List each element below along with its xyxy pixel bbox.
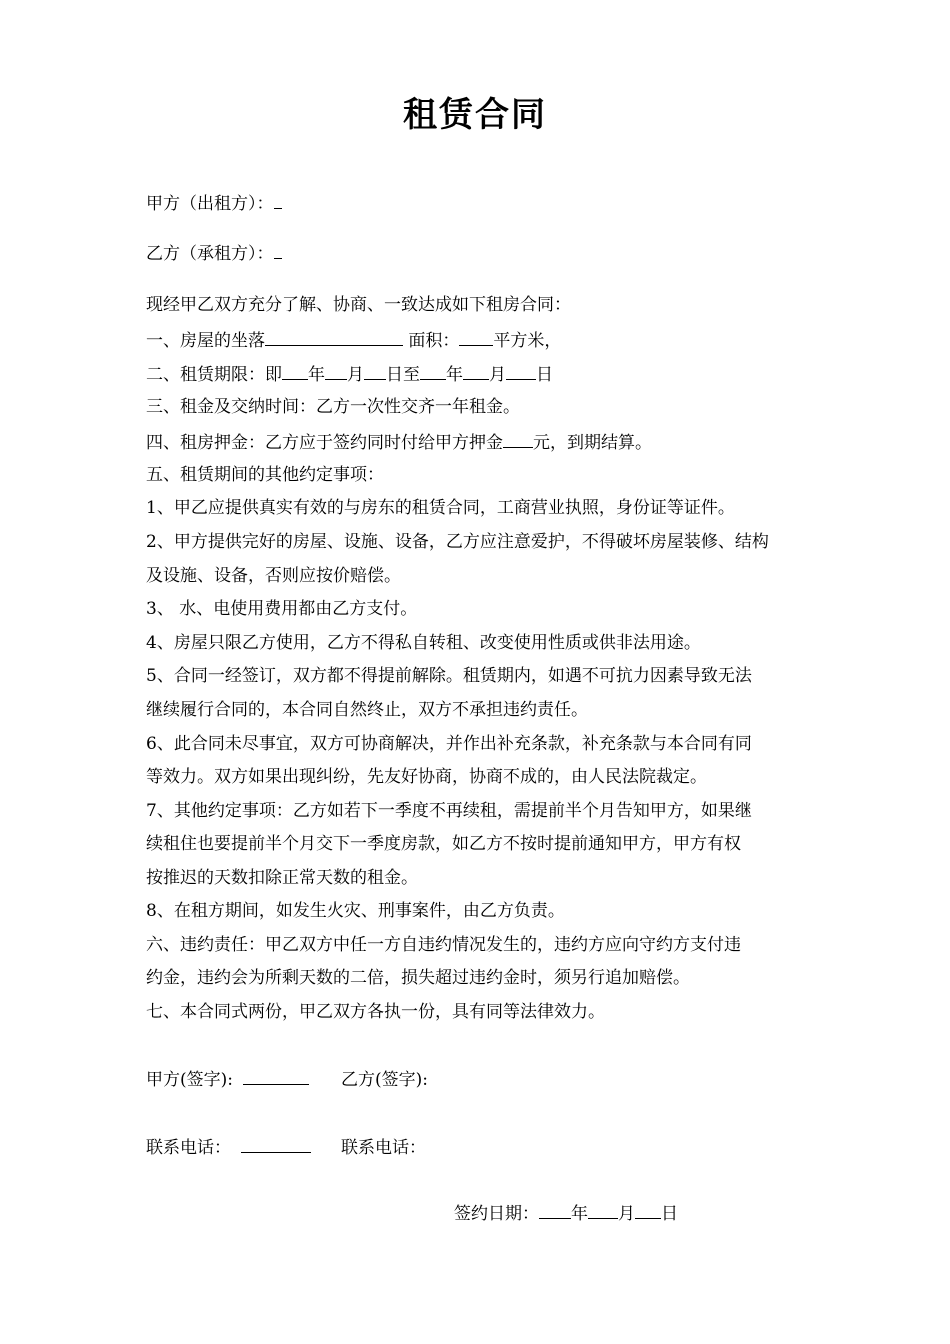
party-b-signature-label: 乙方(签字): [341, 1070, 428, 1090]
start-year-label: 年 [308, 365, 325, 385]
party-b-blank[interactable] [274, 240, 282, 259]
end-day-blank[interactable] [506, 361, 536, 380]
sign-year-blank[interactable] [539, 1200, 571, 1219]
deposit-blank[interactable] [503, 429, 533, 448]
party-a-blank[interactable] [274, 190, 282, 209]
end-year-label: 年 [446, 365, 463, 385]
location-blank[interactable] [265, 327, 403, 346]
clause-1-prefix: 一、房屋的坐落 [146, 331, 265, 351]
item-3: 3、 水、电使用费用都由乙方支付。 [146, 599, 418, 619]
sign-day-label: 日 [661, 1204, 678, 1224]
start-year-blank[interactable] [282, 361, 308, 380]
clause-7: 七、本合同式两份，甲乙双方各执一份，具有同等法律效力。 [146, 1002, 605, 1022]
item-8: 8、在租方期间，如发生火灾、刑事案件，由乙方负责。 [146, 901, 565, 921]
clause-1 [146, 327, 561, 353]
item-7-line-2: 续租住也要提前半个月交下一季度房款，如乙方不按时提前通知甲方，甲方有权 [146, 834, 741, 854]
clause-3: 三、租金及交纳时间：乙方一次性交齐一年租金。 [146, 397, 520, 417]
item-5-line-1: 5、合同一经签订，双方都不得提前解除。租赁期内，如遇不可抗力因素导致无法 [146, 666, 752, 686]
sign-year-label: 年 [571, 1204, 588, 1224]
end-month-label: 月 [489, 365, 506, 385]
sign-month-blank[interactable] [588, 1200, 618, 1219]
item-6-line-2: 等效力。双方如果出现纠纷，先友好协商，协商不成的，由人民法院裁定。 [146, 767, 707, 787]
item-4: 4、房屋只限乙方使用，乙方不得私自转租、改变使用性质或供非法用途。 [146, 633, 701, 653]
clause-4-suffix: 元，到期结算。 [533, 433, 652, 453]
area-label: 面积： [408, 331, 460, 351]
area-unit: 平方米， [493, 331, 562, 351]
clause-4 [146, 429, 652, 455]
end-year-blank[interactable] [420, 361, 446, 380]
party-a-line [146, 190, 282, 216]
item-2-line-1: 2、甲方提供完好的房屋、设施、设备，乙方应注意爱护，不得破坏房屋装修、结构 [146, 532, 769, 552]
area-blank[interactable] [459, 327, 493, 346]
clause-2 [146, 361, 553, 387]
signing-date-row [454, 1200, 678, 1226]
clause-4-prefix: 四、租房押金：乙方应于签约同时付给甲方押金 [146, 433, 503, 453]
signature-row [146, 1066, 428, 1092]
clause-6-line-1: 六、违约责任：甲乙双方中任一方自违约情况发生的，违约方应向守约方支付违 [146, 935, 741, 955]
clause-2-prefix: 二、租赁期限：即 [146, 365, 282, 385]
end-month-blank[interactable] [463, 361, 489, 380]
party-a-signature-label: 甲方(签字): [146, 1070, 233, 1090]
start-day-blank[interactable] [364, 361, 386, 380]
party-b-line [146, 240, 282, 266]
party-a-phone-blank[interactable] [241, 1134, 311, 1153]
party-a-signature-blank[interactable] [243, 1066, 309, 1085]
document-title: 租赁合同 [403, 95, 547, 135]
party-b-label: 乙方（承租方）： [146, 244, 274, 264]
end-day-label: 日 [536, 365, 553, 385]
signing-date-label: 签约日期： [454, 1204, 539, 1224]
sign-day-blank[interactable] [635, 1200, 661, 1219]
party-b-phone-label: 联系电话： [341, 1138, 426, 1158]
intro-text: 现经甲乙双方充分了解、协商、一致达成如下租房合同： [146, 295, 571, 315]
start-day-label: 日至 [386, 365, 420, 385]
phone-row [146, 1134, 426, 1160]
party-a-phone-label: 联系电话： [146, 1138, 231, 1158]
item-7-line-3: 按推迟的天数扣除正常天数的租金。 [146, 868, 418, 888]
start-month-label: 月 [347, 365, 364, 385]
clause-5-heading: 五、租赁期间的其他约定事项： [146, 465, 384, 485]
start-month-blank[interactable] [325, 361, 347, 380]
party-a-label: 甲方（出租方）： [146, 194, 274, 214]
item-2-line-2: 及设施、设备，否则应按价赔偿。 [146, 566, 401, 586]
clause-6-line-2: 约金，违约会为所剩天数的二倍，损失超过违约金时，须另行追加赔偿。 [146, 968, 690, 988]
item-6-line-1: 6、此合同未尽事宜，双方可协商解决，并作出补充条款，补充条款与本合同有同 [146, 734, 752, 754]
item-5-line-2: 继续履行合同的，本合同自然终止，双方不承担违约责任。 [146, 700, 588, 720]
item-1: 1、甲乙应提供真实有效的与房东的租赁合同，工商营业执照，身份证等证件。 [146, 498, 735, 518]
item-7-line-1: 7、其他约定事项：乙方如若下一季度不再续租，需提前半个月告知甲方，如果继 [146, 801, 752, 821]
sign-month-label: 月 [618, 1204, 635, 1224]
